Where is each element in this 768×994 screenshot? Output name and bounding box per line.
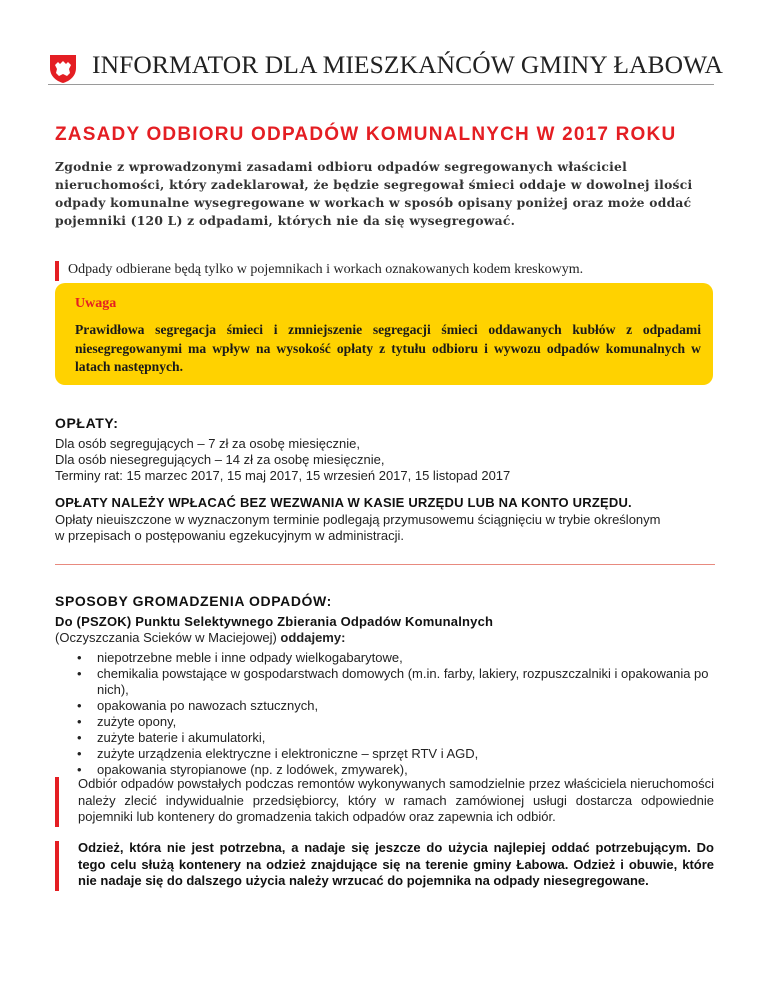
list-item: • zużyte urządzenia elektryczne i elektroniczne – sprzęt RTV i AGD, [76,746,716,762]
warning-box [55,283,713,385]
list-item: • opakowania po nawozach sztucznych, [76,698,716,714]
pszok-location-line [55,630,717,646]
pszok-items-list [76,650,716,778]
fees-list [55,436,717,484]
list-item: • zużyte opony, [76,714,716,730]
list-item: • opakowania styropianowe (np. z lodówek, zmywarek), [76,762,716,778]
intro-paragraph: Zgodnie z wprowadzonymi zasadami odbioru odpadów segregowanych właściciel nieruchomości, który zadeklarował, że będzie segregował śmieci oddaje w dowolnej ilości odpady komunalne wysegregowane w workach w sposób opisany poniżej oraz może oddać pojemniki (120 L) z odpadami, których nie da się wysegregować. [55,159,693,228]
warning-title: Uwaga [75,296,117,311]
payment-heading: OPŁATY NALEŻY WPŁACAĆ BEZ WEZWANIA W KASIE URZĘDU LUB NA KONTO URZĘDU. [55,495,632,510]
fee-line: Dla osób segregujących – 7 zł za osobę miesięcznie, [55,436,360,451]
header-divider [48,84,714,85]
payment-line: w przepisach o postępowaniu egzekucyjnym w administracji. [55,528,404,543]
pszok-action: oddajemy: [280,630,346,645]
fee-line: Dla osób niesegregujących – 14 zł za osobę miesięcznie, [55,452,385,467]
payment-line: Opłaty nieuiszczone w wyznaczonym terminie podlegają przymusowemu ściągnięciu w trybie określonym [55,512,661,527]
page-title: ZASADY ODBIORU ODPADÓW KOMUNALNYCH W 2017 ROKU [55,124,677,145]
fee-line: Terminy rat: 15 marzec 2017, 15 maj 2017, 15 wrzesień 2017, 15 listopad 2017 [55,468,511,483]
clothing-accent-bar [55,841,59,891]
list-item: • niepotrzebne meble i inne odpady wielkogabarytowe, [76,650,716,666]
clothing-note: Odzież, która nie jest potrzebna, a nadaje się jeszcze do użycia najlepiej oddać potrzebującym. Do tego celu służą kontenery na odzież znajdujące się na terenie gminy Łabowa. Odzież i obuwie, które nie nadaje się do dalszego użycia należy wrzucać do pojemnika na odpady niesegregowane. [78,840,714,888]
warning-text: Prawidłowa segregacja śmieci i zmniejszenie segregacji śmieci oddawanych kubłów z odpadami niesegregowanymi ma wpływ na wysokość opłaty z tytułu odbioru i wywozu odpadów komunalnych w latach następnych. [75,322,701,374]
page-header [48,50,724,86]
barcode-note: Odpady odbierane będą tylko w pojemnikach i workach oznakowanych kodem kreskowym. [68,262,584,277]
payment-info [55,512,717,544]
header-title: INFORMATOR DLA MIESZKAŃCÓW GMINY ŁABOWA [92,50,724,79]
fees-heading: OPŁATY: [55,415,119,431]
pszok-title: Do (PSZOK) Punktu Selektywnego Zbierania Odpadów Komunalnych [55,614,494,629]
renovation-accent-bar [55,777,59,827]
pszok-location: (Oczyszczania Scieków w Maciejowej) [55,630,277,645]
note-accent-bar [55,261,59,281]
section-divider [55,564,715,565]
collection-heading: SPOSOBY GROMADZENIA ODPADÓW: [55,593,332,609]
coat-of-arms-icon [48,54,78,84]
list-item: • zużyte baterie i akumulatorki, [76,730,716,746]
renovation-note: Odbiór odpadów powstałych podczas remontów wykonywanych samodzielnie przez właściciela nieruchomości należy zlecić indywidualnie przedsiębiorcy, który w ramach zamówionej usługi dostarcza odpowiednie pojemniki lub kontenery do gromadzenia takich odpadów oraz zapewnia ich odbiór. [78,776,714,824]
list-item: • chemikalia powstające w gospodarstwach domowych (m.in. farby, lakiery, rozpuszczalniki i opakowania po nich), [76,666,716,698]
